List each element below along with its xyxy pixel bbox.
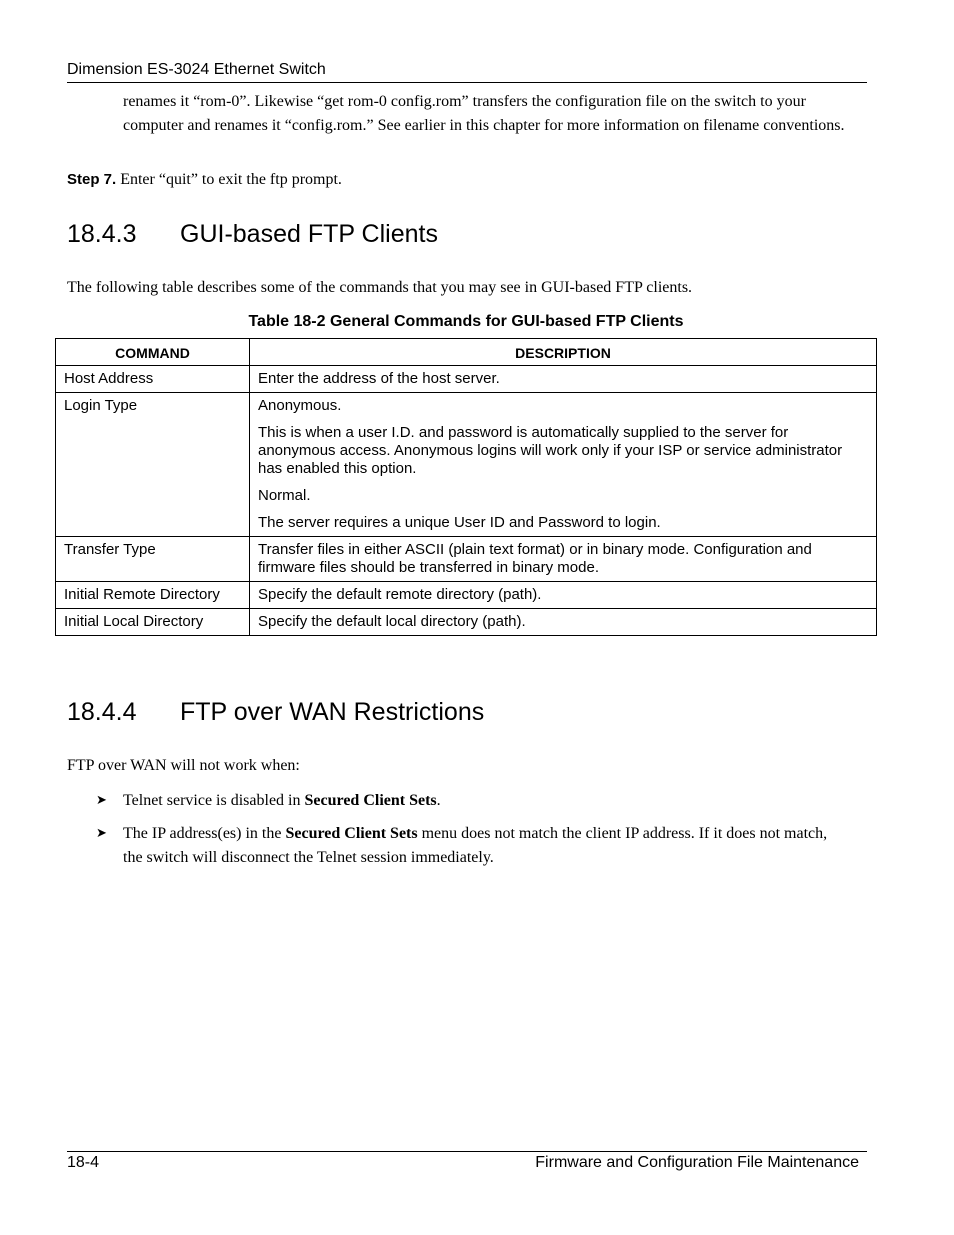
chapter-title: Firmware and Configuration File Maintenance	[535, 1154, 859, 1171]
table-row	[56, 393, 877, 537]
description-cell	[250, 582, 877, 609]
step-7	[67, 171, 342, 189]
table-caption: Table 18-2 General Commands for GUI-based FTP Clients	[248, 313, 684, 330]
section-number: 18.4.4	[67, 698, 137, 726]
table-row	[56, 537, 877, 582]
column-header-description: DESCRIPTION	[250, 339, 877, 366]
table-intro-paragraph: The following table describes some of the commands that you may see in GUI-based FTP clients.	[67, 279, 693, 296]
command-cell: Initial Local Directory	[56, 609, 250, 636]
bullet-text	[123, 822, 843, 869]
table-row	[56, 366, 877, 393]
description-cell	[250, 366, 877, 393]
description-text: Enter the address of the host server.	[258, 370, 500, 387]
running-header: Dimension ES-3024 Ethernet Switch	[67, 61, 326, 78]
footer-rule	[67, 1151, 867, 1152]
description-text: Anonymous.	[258, 397, 342, 414]
arrowhead-bullet-icon: ➤	[96, 826, 107, 841]
column-header-command: COMMAND	[56, 339, 250, 366]
commands-table	[55, 338, 877, 636]
command-cell: Transfer Type	[56, 537, 250, 582]
header-rule	[67, 82, 867, 83]
description-cell	[250, 537, 877, 582]
description-text: The server requires a unique User ID and Password to login.	[258, 514, 661, 531]
page-number: 18-4	[67, 1154, 100, 1171]
bullet-bold-term: Secured Client Sets	[285, 825, 418, 842]
continuation-paragraph: renames it “rom-0”. Likewise “get rom-0 config.rom” transfers the configuration file on the switch to your computer and renames it “config.rom.” See earlier in this chapter for more information on filename conventions.	[123, 93, 845, 134]
section-heading-ftp-wan	[67, 698, 484, 727]
command-cell: Login Type	[56, 393, 250, 537]
arrowhead-bullet-icon: ➤	[96, 793, 107, 808]
bullet-text-part: The IP address(es) in the	[123, 825, 286, 842]
bullet-text	[123, 789, 843, 813]
table-row	[56, 609, 877, 636]
command-cell: Host Address	[56, 366, 250, 393]
section-title: GUI-based FTP Clients	[180, 220, 438, 248]
step-text: Enter “quit” to exit the ftp prompt.	[120, 171, 342, 188]
description-text: Specify the default remote directory (path).	[258, 586, 542, 603]
section-title: FTP over WAN Restrictions	[180, 698, 485, 726]
wan-intro-paragraph: FTP over WAN will not work when:	[67, 757, 300, 774]
description-text: Specify the default local directory (path).	[258, 613, 526, 630]
description-text: Normal.	[258, 487, 311, 504]
command-cell: Initial Remote Directory	[56, 582, 250, 609]
description-text: This is when a user I.D. and password is automatically supplied to the server for anonymous access. Anonymous logins will work only if your ISP or service administrator has enabled this option.	[258, 424, 843, 477]
bullet-text-part: Telnet service is disabled in	[123, 792, 305, 809]
bullet-text-part: .	[436, 792, 441, 809]
description-text: Transfer files in either ASCII (plain text format) or in binary mode. Configuration and firmware files should be transferred in binary mode.	[258, 541, 812, 576]
table-row	[56, 582, 877, 609]
description-cell	[250, 609, 877, 636]
description-cell	[250, 393, 877, 537]
section-heading-gui-ftp	[67, 220, 438, 249]
table-header-row	[56, 339, 877, 366]
step-label: Step 7.	[67, 171, 117, 188]
bullet-bold-term: Secured Client Sets	[304, 792, 437, 809]
section-number: 18.4.3	[67, 220, 137, 248]
bullet-text-part: menu does not match the client IP address. If it does not match, the switch will disconnect the Telnet session immediately.	[123, 825, 828, 866]
